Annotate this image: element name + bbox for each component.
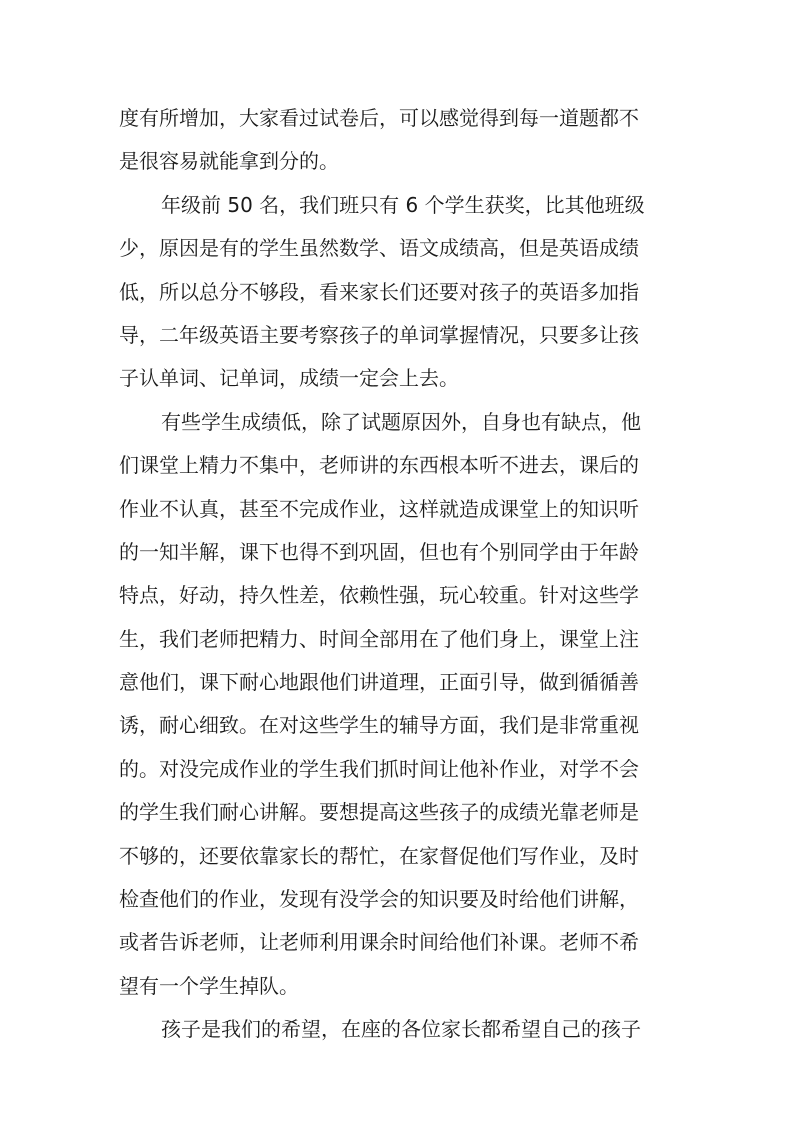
text-line: 导，二年级英语主要考察孩子的单词掌握情况，只要多让孩 xyxy=(119,322,639,347)
text-line: 生，我们老师把精力、时间全部用在了他们身上，课堂上注 xyxy=(119,626,639,651)
text-line: 是很容易就能拿到分的。 xyxy=(119,149,339,174)
text-line: 的。对没完成作业的学生我们抓时间让他补作业，对学不会 xyxy=(119,756,639,781)
text-line: 们课堂上精力不集中，老师讲的东西根本听不进去，课后的 xyxy=(119,453,639,478)
text-line: 不够的，还要依靠家长的帮忙，在家督促他们写作业，及时 xyxy=(119,843,639,868)
text-line: 或者告诉老师，让老师利用课余时间给他们补课。老师不希 xyxy=(119,930,639,955)
text-line: 望有一个学生掉队。 xyxy=(119,973,299,998)
text-line: 年级前 50 名，我们班只有 6 个学生获奖，比其他班级 xyxy=(161,192,645,217)
text-line: 的一知半解，课下也得不到巩固，但也有个别同学由于年龄 xyxy=(119,539,639,564)
text-line: 作业不认真，甚至不完成作业，这样就造成课堂上的知识听 xyxy=(119,496,639,521)
text-line: 意他们，课下耐心地跟他们讲道理，正面引导，做到循循善 xyxy=(119,670,639,695)
text-line: 有些学生成绩低，除了试题原因外，自身也有缺点，他 xyxy=(161,409,641,434)
text-line: 度有所增加，大家看过试卷后，可以感觉得到每一道题都不 xyxy=(119,106,639,130)
body-text xyxy=(119,97,689,1052)
text-line: 诱，耐心细致。在对这些学生的辅导方面，我们是非常重视 xyxy=(119,713,639,738)
text-line: 特点，好动，持久性差，依赖性强，玩心较重。针对这些学 xyxy=(119,583,639,608)
text-line: 的学生我们耐心讲解。要想提高这些孩子的成绩光靠老师是 xyxy=(119,800,639,825)
text-line: 少，原因是有的学生虽然数学、语文成绩高，但是英语成绩 xyxy=(119,236,639,261)
text-line: 孩子是我们的希望，在座的各位家长都希望自己的孩子 xyxy=(161,1017,641,1042)
text-line: 子认单词、记单词，成绩一定会上去。 xyxy=(119,366,459,391)
text-line: 低，所以总分不够段，看来家长们还要对孩子的英语多加指 xyxy=(119,279,639,304)
text-line: 检查他们的作业，发现有没学会的知识要及时给他们讲解， xyxy=(119,887,639,912)
